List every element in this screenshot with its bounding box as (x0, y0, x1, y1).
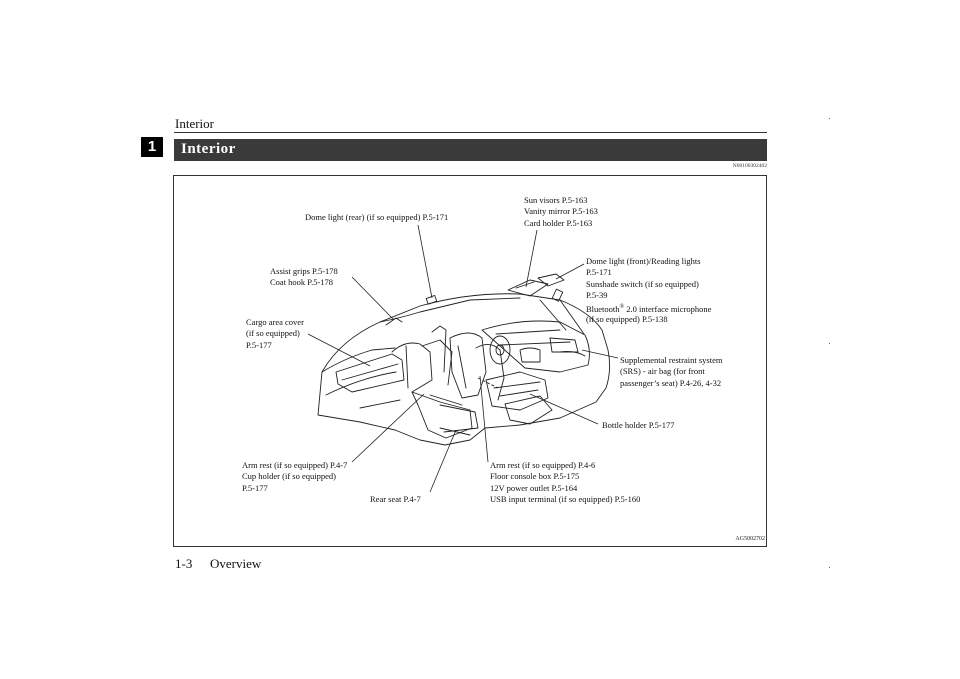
bluetooth-word: Bluetooth (586, 303, 620, 314)
footer-chapter: Overview (210, 556, 262, 571)
label-sun-visors: Sun visors P.5-163 Vanity mirror P.5-163 Card holder P.5-163 (524, 195, 598, 228)
edge-mark (829, 567, 830, 568)
label-bluetooth-line2: (if so equipped) P.5-138 (586, 314, 668, 324)
label-bottle-holder: Bottle holder P.5-177 (602, 420, 675, 430)
label-assist-grips: Assist grips P.5-178 Coat hook P.5-178 (270, 266, 338, 288)
label-arm-rest-front: Arm rest (if so equipped) P.4-6 Floor console box P.5-175 12V power outlet P.5-164 USB input terminal (if so equipped) P.5-160 (490, 460, 641, 504)
section-code: N00100302402 (732, 163, 767, 169)
edge-mark (829, 343, 830, 344)
label-arm-rest-rear: Arm rest (if so equipped) P.4-7 Cup holder (if so equipped) P.5-177 (242, 460, 348, 493)
section-title: Interior (181, 141, 236, 157)
figure-code: AG5002702 (735, 536, 765, 542)
running-header-title: Interior (175, 116, 214, 131)
label-cargo-cover: Cargo area cover (if so equipped) P.5-177 (246, 317, 304, 350)
label-srs-airbag: Supplemental restraint system (SRS) - air bag (for front passenger’s seat) P.4-26, 4-32 (620, 355, 723, 388)
bluetooth-rest: 2.0 interface microphone (624, 303, 712, 314)
registered-mark: ® (619, 304, 625, 310)
edge-mark (829, 118, 830, 119)
page-number: 1-3 (175, 556, 193, 571)
label-dome-light-rear: Dome light (rear) (if so equipped) P.5-171 (305, 212, 449, 222)
label-dome-light-front: Dome light (front)/Reading lights P.5-171 Sunshade switch (if so equipped) P.5-39 (586, 256, 701, 300)
label-rear-seat: Rear seat P.4-7 (370, 494, 421, 504)
chapter-number-tab: 1 (141, 137, 163, 157)
